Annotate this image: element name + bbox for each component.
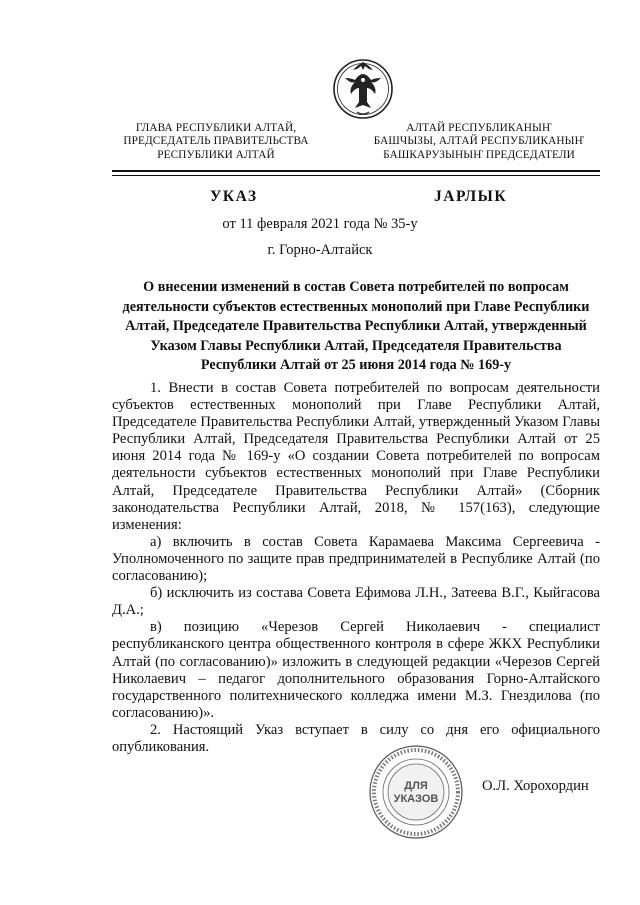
- stamp-text-line1: ДЛЯ: [404, 780, 428, 792]
- doc-type-russian: УКАЗ: [210, 188, 258, 205]
- item-a: а) включить в состав Совета Карамаева Максима Сергеевича - Уполномоченного по защите прав предпринимателей в Республике Алтай (по согласованию);: [112, 533, 600, 585]
- header-divider-thick: [112, 170, 600, 172]
- signer-name: О.Л. Хорохордин: [482, 778, 589, 794]
- item-b: б) исключить из состава Совета Ефимова Л.Н., Затеева В.Г., Кыйгасова Д.А.;: [112, 585, 600, 619]
- header-left-line: РЕСПУБЛИКИ АЛТАЙ: [157, 148, 275, 161]
- doc-body: [112, 380, 600, 756]
- official-seal-stamp: [368, 744, 464, 840]
- header-right-block: [360, 122, 598, 162]
- header-left-line: ГЛАВА РЕСПУБЛИКИ АЛТАЙ,: [135, 122, 297, 134]
- coat-of-arms-emblem: [331, 58, 395, 120]
- header-divider-thin: [112, 175, 600, 176]
- stamp-text-line2: УКАЗОВ: [393, 793, 439, 805]
- header-right-line: АЛТАЙ РЕСПУБЛИКАНЫҤ: [406, 122, 552, 134]
- doc-type-altai: ЈАРЛЫК: [434, 188, 508, 205]
- paragraph-2: 2. Настоящий Указ вступает в силу со дня его официального опубликования.: [112, 721, 600, 755]
- item-c: в) позицию «Черезов Сергей Николаевич - специалист республиканского центра общественного контроля в сфере ЖКХ Республики Алтай (по согласованию)» изложить в следующей редакции «Черезов Сергей Николаевич – педагог дополнительного образования Горно-Алтайского государственного политехнического колледжа имени М.З. Гнездилова (по согласованию)».: [112, 619, 600, 721]
- doc-date-number: от 11 февраля 2021 года № 35-у: [222, 216, 418, 232]
- doc-subject-title: О внесении изменений в состав Совета потребителей по вопросам деятельности субъектов естественных монополий при Главе Республики Алтай, Председателе Правительства Республики Алтай, утвержденный Указом Главы Республики Алтай, Председателя Правительства Республики Алтай от 25 июня 2014 года № 169-у: [122, 279, 590, 374]
- doc-city: г. Горно-Алтайск: [267, 242, 373, 258]
- header-right-line: БАШЧЫЗЫ, АЛТАЙ РЕСПУБЛИКАНЫҤ: [373, 135, 585, 148]
- header-left-line: ПРЕДСЕДАТЕЛЬ ПРАВИТЕЛЬСТВА: [123, 135, 309, 148]
- paragraph-1: 1. Внести в состав Совета потребителей по вопросам деятельности субъектов естественных монополий при Главе Республики Алтай, Председателе Правительства Республики Алтай, утвержденный Указом Главы Республики Алтай, Председателя Правительства Республики Алтай от 25 июня 2014 года № 169-у «О создании Совета потребителей по вопросам деятельности субъектов естественных монополий при Главе Республики Алтай, Председателе Правительства Республики Алтай» (Сборник законодательства Республики Алтай, 2018, № 157(163), следующие изменения:: [112, 380, 600, 533]
- header-left-block: [112, 122, 320, 162]
- header-right-line: БАШКАРУЗЫНЫҤ ПРЕДСЕДАТЕЛИ: [383, 148, 575, 161]
